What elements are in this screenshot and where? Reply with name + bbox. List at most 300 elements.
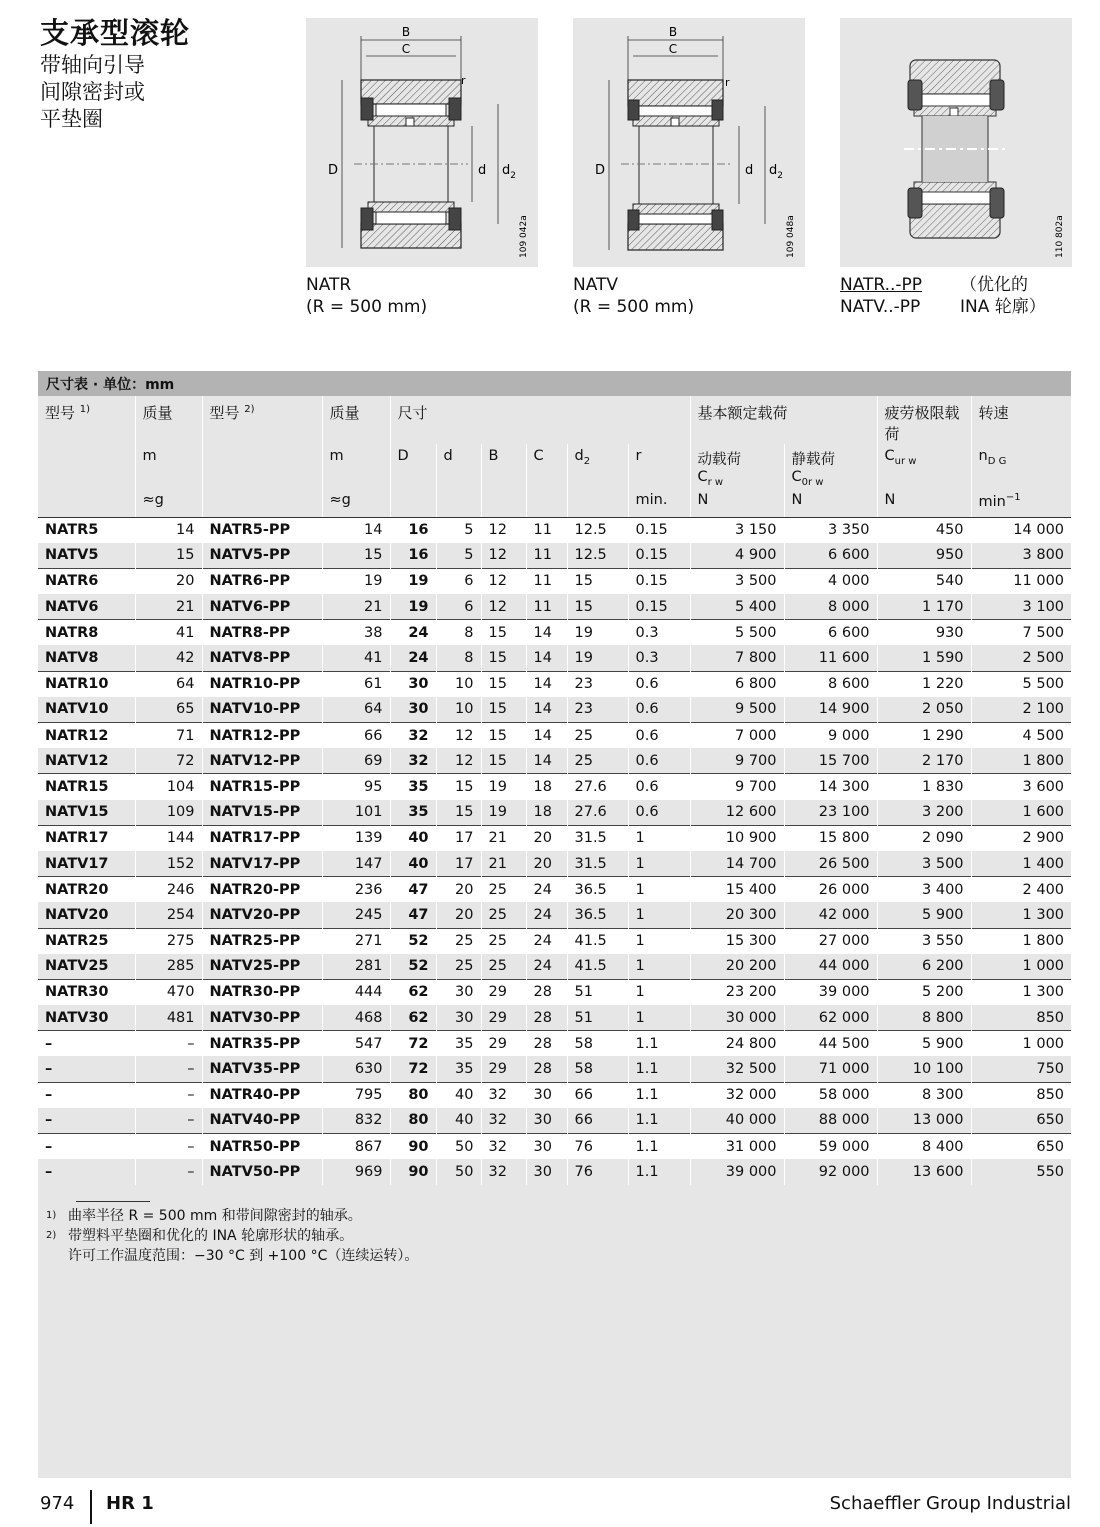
cell-r: 0.15 — [628, 543, 690, 569]
cell-D: 72 — [390, 1031, 436, 1057]
footer-divider — [90, 1490, 92, 1524]
cell-B: 15 — [481, 620, 526, 646]
cell-static-load: 6 600 — [784, 543, 877, 569]
cell-d2: 23 — [567, 671, 628, 697]
cell-B: 19 — [481, 800, 526, 826]
cell-d: 8 — [436, 620, 481, 646]
cell-model: – — [38, 1082, 135, 1108]
cell-D: 24 — [390, 620, 436, 646]
cell-dynamic-load: 32 000 — [690, 1082, 784, 1108]
table-row — [38, 800, 1071, 826]
cell-B: 15 — [481, 748, 526, 774]
cell-model-pp: NATR6-PP — [202, 568, 322, 594]
table-row — [38, 877, 1071, 903]
cell-fatigue-load: 450 — [877, 517, 971, 543]
cell-dynamic-load: 40 000 — [690, 1108, 784, 1134]
cell-mass-pp: 139 — [322, 825, 390, 851]
cell-mass-pp: 245 — [322, 902, 390, 928]
cell-mass: 65 — [135, 697, 202, 723]
table-row — [38, 825, 1071, 851]
cell-dynamic-load: 3 500 — [690, 568, 784, 594]
cell-model-pp: NATV25-PP — [202, 954, 322, 980]
cell-C: 28 — [526, 1005, 567, 1031]
cell-C: 28 — [526, 1031, 567, 1057]
dim-d-label: d — [478, 163, 487, 178]
cell-D: 47 — [390, 902, 436, 928]
cell-D: 62 — [390, 979, 436, 1005]
figure-natv — [573, 18, 805, 267]
cell-D: 24 — [390, 645, 436, 671]
table-row — [38, 543, 1071, 569]
cell-d: 30 — [436, 1005, 481, 1031]
cell-model: NATR6 — [38, 568, 135, 594]
cell-mass-pp: 468 — [322, 1005, 390, 1031]
cell-d2: 36.5 — [567, 877, 628, 903]
cell-speed: 850 — [971, 1082, 1071, 1108]
cell-fatigue-load: 2 170 — [877, 748, 971, 774]
header-B: B — [481, 444, 526, 490]
figure-code: 109 042a — [519, 215, 529, 258]
unit-g-1: ≈g — [135, 490, 202, 517]
cell-d: 40 — [436, 1108, 481, 1134]
cell-static-load: 44 000 — [784, 954, 877, 980]
cell-d2: 58 — [567, 1031, 628, 1057]
cell-d: 17 — [436, 825, 481, 851]
cell-model: NATR20 — [38, 877, 135, 903]
cell-B: 29 — [481, 1056, 526, 1082]
cell-d2: 31.5 — [567, 825, 628, 851]
footnote-2-continued: 许可工作温度范围：−30 °C 到 +100 °C（连续运转）。 — [68, 1247, 419, 1264]
cell-r: 0.15 — [628, 517, 690, 543]
cell-r: 1 — [628, 877, 690, 903]
cell-fatigue-load: 3 550 — [877, 928, 971, 954]
cell-fatigue-load: 1 590 — [877, 645, 971, 671]
cell-r: 1 — [628, 825, 690, 851]
cell-d2: 19 — [567, 620, 628, 646]
cell-B: 32 — [481, 1108, 526, 1134]
cell-mass-pp: 795 — [322, 1082, 390, 1108]
cell-C: 11 — [526, 517, 567, 543]
cell-mass: 20 — [135, 568, 202, 594]
natr-cross-section-drawing — [306, 18, 538, 267]
table-row — [38, 774, 1071, 800]
cell-model-pp: NATV5-PP — [202, 543, 322, 569]
cell-mass: 285 — [135, 954, 202, 980]
cell-model: NATV8 — [38, 645, 135, 671]
cell-d2: 15 — [567, 568, 628, 594]
cell-mass: 246 — [135, 877, 202, 903]
cell-static-load: 58 000 — [784, 1082, 877, 1108]
cell-B: 32 — [481, 1159, 526, 1185]
cell-d: 5 — [436, 543, 481, 569]
cell-C: 30 — [526, 1159, 567, 1185]
caption-optimized: （优化的 — [960, 275, 1028, 295]
cell-static-load: 8 000 — [784, 594, 877, 620]
cell-D: 90 — [390, 1134, 436, 1160]
cell-fatigue-load: 1 290 — [877, 723, 971, 749]
cell-mass: 104 — [135, 774, 202, 800]
table-row — [38, 748, 1071, 774]
cell-D: 52 — [390, 928, 436, 954]
cell-speed: 14 000 — [971, 517, 1071, 543]
cell-d: 12 — [436, 748, 481, 774]
cell-d: 35 — [436, 1031, 481, 1057]
cell-dynamic-load: 7 000 — [690, 723, 784, 749]
cell-model: – — [38, 1031, 135, 1057]
cell-model-pp: NATR40-PP — [202, 1082, 322, 1108]
cell-fatigue-load: 5 900 — [877, 902, 971, 928]
dim-c-label: C — [668, 42, 678, 56]
cell-D: 80 — [390, 1082, 436, 1108]
cell-mass-pp: 38 — [322, 620, 390, 646]
cell-mass-pp: 69 — [322, 748, 390, 774]
cell-D: 19 — [390, 594, 436, 620]
cell-d: 15 — [436, 774, 481, 800]
subtitle-line-3: 平垫圈 — [40, 107, 103, 131]
cell-speed: 550 — [971, 1159, 1071, 1185]
cell-D: 32 — [390, 723, 436, 749]
cell-D: 16 — [390, 543, 436, 569]
cell-model: NATR30 — [38, 979, 135, 1005]
dim-c-label: C — [401, 42, 411, 56]
cell-C: 30 — [526, 1082, 567, 1108]
cell-mass-pp: 66 — [322, 723, 390, 749]
cell-d: 12 — [436, 723, 481, 749]
cell-speed: 4 500 — [971, 723, 1071, 749]
cell-static-load: 4 000 — [784, 568, 877, 594]
cell-static-load: 44 500 — [784, 1031, 877, 1057]
cell-model-pp: NATR50-PP — [202, 1134, 322, 1160]
cell-model: NATR12 — [38, 723, 135, 749]
cell-speed: 3 600 — [971, 774, 1071, 800]
cell-mass-pp: 444 — [322, 979, 390, 1005]
cell-d: 20 — [436, 902, 481, 928]
cell-d: 50 — [436, 1134, 481, 1160]
cell-model-pp: NATV8-PP — [202, 645, 322, 671]
cell-d2: 25 — [567, 723, 628, 749]
cell-speed: 1 800 — [971, 748, 1071, 774]
cell-r: 1 — [628, 979, 690, 1005]
header-dynamic-load: 动载荷 $C_{r w}$ — [690, 444, 784, 490]
cell-C: 30 — [526, 1134, 567, 1160]
cell-dynamic-load: 5 400 — [690, 594, 784, 620]
cell-mass-pp: 15 — [322, 543, 390, 569]
cell-dynamic-load: 3 150 — [690, 517, 784, 543]
cell-dynamic-load: 15 300 — [690, 928, 784, 954]
cell-D: 16 — [390, 517, 436, 543]
figure-natr — [306, 18, 538, 267]
cell-r: 1 — [628, 954, 690, 980]
caption-natr-pp: NATR..-PP — [840, 275, 923, 295]
cell-r: 1.1 — [628, 1056, 690, 1082]
page-title: 支承型滚轮 — [40, 16, 191, 50]
table-label: 尺寸表 · 单位：mm — [38, 371, 1071, 396]
page-number: 974 — [40, 1493, 75, 1514]
cell-r: 1 — [628, 902, 690, 928]
header-d: d — [436, 444, 481, 490]
cell-mass-pp: 832 — [322, 1108, 390, 1134]
cell-d2: 12.5 — [567, 517, 628, 543]
header-fatigue-load: 疲劳极限载荷 — [877, 396, 971, 444]
cell-static-load: 15 700 — [784, 748, 877, 774]
cell-d: 35 — [436, 1056, 481, 1082]
cell-model: NATR17 — [38, 825, 135, 851]
cell-D: 90 — [390, 1159, 436, 1185]
cell-r: 1 — [628, 851, 690, 877]
cell-fatigue-load: 3 200 — [877, 800, 971, 826]
cell-model: NATV30 — [38, 1005, 135, 1031]
cell-model: NATR8 — [38, 620, 135, 646]
cell-d: 6 — [436, 594, 481, 620]
header-m-1: m — [135, 444, 202, 490]
table-row — [38, 1082, 1071, 1108]
cell-model-pp: NATR8-PP — [202, 620, 322, 646]
cell-model-pp: NATV10-PP — [202, 697, 322, 723]
unit-g-2: ≈g — [322, 490, 390, 517]
subtitle-line-1: 带轴向引导 — [40, 53, 145, 77]
cell-fatigue-load: 8 400 — [877, 1134, 971, 1160]
cell-static-load: 8 600 — [784, 671, 877, 697]
cell-C: 18 — [526, 774, 567, 800]
cell-model-pp: NATR30-PP — [202, 979, 322, 1005]
cell-d2: 51 — [567, 979, 628, 1005]
cell-model-pp: NATV17-PP — [202, 851, 322, 877]
header-mass-2: 质量 — [322, 396, 390, 444]
company-name: Schaeffler Group Industrial — [829, 1493, 1071, 1514]
book-code: HR 1 — [106, 1493, 154, 1514]
cell-mass: – — [135, 1031, 202, 1057]
header-mass-1: 质量 — [135, 396, 202, 444]
cell-model: NATV17 — [38, 851, 135, 877]
cell-d2: 27.6 — [567, 774, 628, 800]
table-row — [38, 1159, 1071, 1185]
footnote-1: 1) 曲率半径 R = 500 mm 和带间隙密封的轴承。 — [46, 1207, 362, 1224]
cell-d2: 36.5 — [567, 902, 628, 928]
cell-speed: 3 100 — [971, 594, 1071, 620]
cell-d2: 25 — [567, 748, 628, 774]
cell-static-load: 14 300 — [784, 774, 877, 800]
cell-model-pp: NATR12-PP — [202, 723, 322, 749]
cell-fatigue-load: 6 200 — [877, 954, 971, 980]
cell-r: 1 — [628, 1005, 690, 1031]
cell-static-load: 71 000 — [784, 1056, 877, 1082]
cell-B: 32 — [481, 1134, 526, 1160]
cell-mass: 481 — [135, 1005, 202, 1031]
cell-mass: 275 — [135, 928, 202, 954]
header-D: D — [390, 444, 436, 490]
cell-d: 50 — [436, 1159, 481, 1185]
cell-C: 14 — [526, 671, 567, 697]
cell-static-load: 62 000 — [784, 1005, 877, 1031]
dimension-table-panel — [38, 371, 1071, 1478]
cell-C: 14 — [526, 748, 567, 774]
cell-fatigue-load: 3 400 — [877, 877, 971, 903]
cell-d2: 12.5 — [567, 543, 628, 569]
table-row — [38, 620, 1071, 646]
cell-B: 25 — [481, 877, 526, 903]
cell-dynamic-load: 15 400 — [690, 877, 784, 903]
cell-fatigue-load: 8 300 — [877, 1082, 971, 1108]
cell-B: 25 — [481, 928, 526, 954]
cell-D: 72 — [390, 1056, 436, 1082]
cell-model: NATR10 — [38, 671, 135, 697]
cell-r: 0.6 — [628, 723, 690, 749]
table-row — [38, 1134, 1071, 1160]
cell-B: 15 — [481, 671, 526, 697]
cell-dynamic-load: 6 800 — [690, 671, 784, 697]
cell-static-load: 27 000 — [784, 928, 877, 954]
cell-dynamic-load: 4 900 — [690, 543, 784, 569]
cell-C: 14 — [526, 620, 567, 646]
cell-B: 25 — [481, 954, 526, 980]
cell-d2: 27.6 — [567, 800, 628, 826]
cell-mass: 254 — [135, 902, 202, 928]
cell-d2: 76 — [567, 1134, 628, 1160]
cell-fatigue-load: 13 600 — [877, 1159, 971, 1185]
cell-D: 80 — [390, 1108, 436, 1134]
cell-dynamic-load: 32 500 — [690, 1056, 784, 1082]
cell-mass: – — [135, 1056, 202, 1082]
caption-natv-pp: NATV..-PP — [840, 297, 921, 317]
table-row — [38, 902, 1071, 928]
table-row — [38, 851, 1071, 877]
cell-C: 14 — [526, 697, 567, 723]
cell-dynamic-load: 5 500 — [690, 620, 784, 646]
caption-line-2: (R = 500 mm) — [306, 297, 428, 317]
cell-mass: 72 — [135, 748, 202, 774]
table-row — [38, 954, 1071, 980]
unit-n-1: N — [690, 490, 784, 517]
cell-D: 62 — [390, 1005, 436, 1031]
cell-model-pp: NATV12-PP — [202, 748, 322, 774]
cell-speed: 2 400 — [971, 877, 1071, 903]
cell-dynamic-load: 30 000 — [690, 1005, 784, 1031]
cell-fatigue-load: 1 220 — [877, 671, 971, 697]
cell-r: 1.1 — [628, 1134, 690, 1160]
cell-dynamic-load: 24 800 — [690, 1031, 784, 1057]
cell-C: 11 — [526, 594, 567, 620]
cell-mass: 64 — [135, 671, 202, 697]
cell-r: 0.6 — [628, 671, 690, 697]
cell-C: 28 — [526, 979, 567, 1005]
cell-D: 40 — [390, 851, 436, 877]
cell-speed: 1 000 — [971, 954, 1071, 980]
cell-speed: 1 400 — [971, 851, 1071, 877]
cell-mass-pp: 867 — [322, 1134, 390, 1160]
cell-mass-pp: 969 — [322, 1159, 390, 1185]
cell-d: 40 — [436, 1082, 481, 1108]
cell-fatigue-load: 2 090 — [877, 825, 971, 851]
cell-model: NATV10 — [38, 697, 135, 723]
cell-mass: 15 — [135, 543, 202, 569]
cell-B: 29 — [481, 1005, 526, 1031]
cell-d: 6 — [436, 568, 481, 594]
cell-model: NATV25 — [38, 954, 135, 980]
cell-B: 12 — [481, 517, 526, 543]
cell-dynamic-load: 9 700 — [690, 748, 784, 774]
cell-B: 29 — [481, 1031, 526, 1057]
cell-model: – — [38, 1108, 135, 1134]
cell-model: NATR15 — [38, 774, 135, 800]
cell-C: 24 — [526, 954, 567, 980]
cell-B: 29 — [481, 979, 526, 1005]
cell-d2: 66 — [567, 1108, 628, 1134]
header-speed: 转速 — [971, 396, 1071, 444]
cell-static-load: 59 000 — [784, 1134, 877, 1160]
cell-speed: 650 — [971, 1134, 1071, 1160]
cell-static-load: 42 000 — [784, 902, 877, 928]
cell-fatigue-load: 2 050 — [877, 697, 971, 723]
cell-mass: 21 — [135, 594, 202, 620]
cell-static-load: 26 000 — [784, 877, 877, 903]
header-d2: $d_2$ — [567, 444, 628, 490]
cell-fatigue-load: 5 200 — [877, 979, 971, 1005]
cell-mass: 109 — [135, 800, 202, 826]
cell-fatigue-load: 950 — [877, 543, 971, 569]
cell-dynamic-load: 9 500 — [690, 697, 784, 723]
cell-dynamic-load: 39 000 — [690, 1159, 784, 1185]
cell-B: 19 — [481, 774, 526, 800]
table-row — [38, 1031, 1071, 1057]
cell-mass: 470 — [135, 979, 202, 1005]
cell-dynamic-load: 20 200 — [690, 954, 784, 980]
cell-dynamic-load: 31 000 — [690, 1134, 784, 1160]
cell-model-pp: NATR25-PP — [202, 928, 322, 954]
caption-line-1: NATR — [306, 275, 352, 295]
cell-mass-pp: 14 — [322, 517, 390, 543]
table-row — [38, 723, 1071, 749]
cell-r: 0.3 — [628, 645, 690, 671]
cell-speed: 2 100 — [971, 697, 1071, 723]
dim-d-label: d — [745, 163, 754, 178]
cell-d2: 66 — [567, 1082, 628, 1108]
dim-r-label: r — [461, 74, 466, 87]
cell-model-pp: NATV35-PP — [202, 1056, 322, 1082]
cell-r: 0.6 — [628, 800, 690, 826]
cell-C: 24 — [526, 877, 567, 903]
cell-r: 0.3 — [628, 620, 690, 646]
header-cur: $C_{ur w}$ — [877, 444, 971, 490]
cell-d: 30 — [436, 979, 481, 1005]
cell-d2: 31.5 — [567, 851, 628, 877]
table-row — [38, 517, 1071, 543]
table-row — [38, 645, 1071, 671]
cell-static-load: 88 000 — [784, 1108, 877, 1134]
cell-mass: 144 — [135, 825, 202, 851]
cell-dynamic-load: 10 900 — [690, 825, 784, 851]
cell-B: 12 — [481, 594, 526, 620]
cell-B: 32 — [481, 1082, 526, 1108]
cell-C: 20 — [526, 851, 567, 877]
pp-cross-section-drawing — [840, 18, 1072, 267]
cell-mass-pp: 64 — [322, 697, 390, 723]
cell-speed: 5 500 — [971, 671, 1071, 697]
dim-d-outer-label: D — [328, 163, 339, 178]
unit-rpm: $\min^{-1}$ — [971, 490, 1071, 517]
cell-B: 21 — [481, 825, 526, 851]
cell-C: 11 — [526, 568, 567, 594]
cell-mass: – — [135, 1108, 202, 1134]
cell-mass: 42 — [135, 645, 202, 671]
cell-model: – — [38, 1134, 135, 1160]
header-static-load: 静载荷 $C_{0r w}$ — [784, 444, 877, 490]
cell-d2: 15 — [567, 594, 628, 620]
cell-C: 11 — [526, 543, 567, 569]
cell-D: 40 — [390, 825, 436, 851]
cell-D: 19 — [390, 568, 436, 594]
cell-C: 18 — [526, 800, 567, 826]
cell-fatigue-load: 8 800 — [877, 1005, 971, 1031]
